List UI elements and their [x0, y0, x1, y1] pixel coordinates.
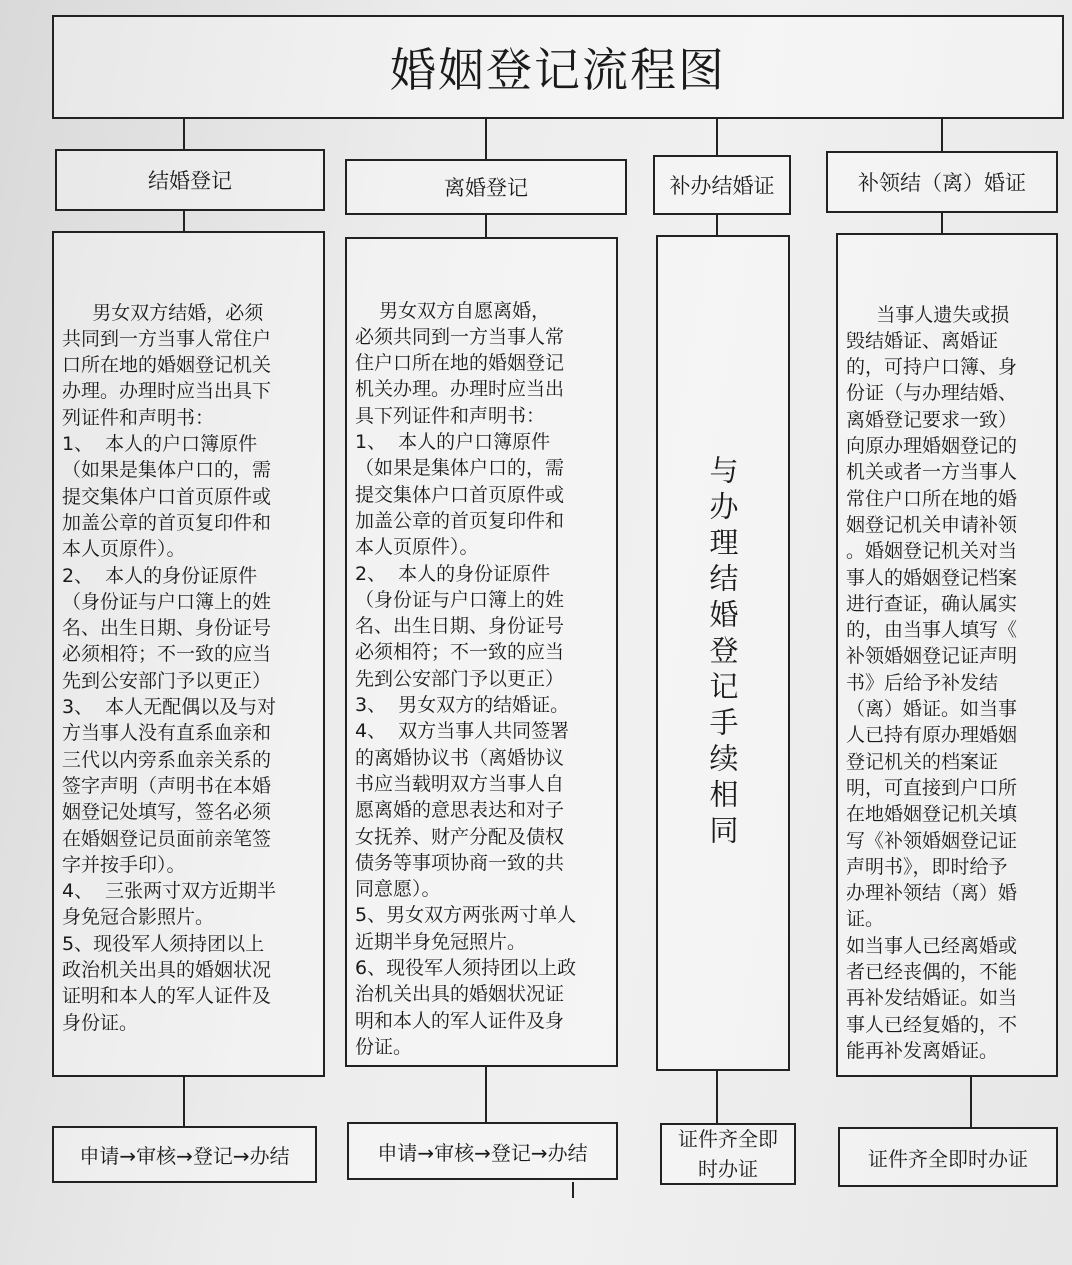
footer-marriage-label: 申请→审核→登记→办结	[79, 1144, 290, 1168]
body-reissue-marriage	[656, 235, 790, 1071]
header-reissue-marriage-label: 补办结婚证	[669, 174, 775, 198]
connector-title-reissue-certificate	[941, 119, 943, 151]
header-divorce-label: 离婚登记	[444, 176, 528, 200]
body-divorce-registration	[345, 237, 618, 1067]
header-marriage-label: 结婚登记	[148, 169, 232, 193]
header-reissue-certificate-label: 补领结（离）婚证	[858, 171, 1026, 195]
footer-reissue-certificate-label: 证件齐全即时办证	[868, 1146, 1028, 1171]
connector-marriage-body-footer	[183, 1077, 185, 1126]
flowchart-title-box	[52, 15, 1064, 119]
body-reissue-certificate	[836, 233, 1058, 1077]
header-reissue-certificate	[826, 151, 1058, 213]
body-marriage-text: 男女双方结婚，必须 共同到一方当事人常住户 口所在地的婚姻登记机关 办理。办理时应当出具下 列证件和声明书： 1、 本人的户口簿原件 （如果是集体户口的，需 提交集体户口首页原件或 加盖公章的首页复印件和 本人页原件）。 2、 本人的身份证原件 （身份证与户口簿上的姓 名、出生日期、身份证号 必须相符；不一致的应当 先到公安部门予以更正） 3、 本人无配偶以及与对 方当事人没有直系血亲和 三代以内旁系血亲关系的 签字声明（声明书在本婚 姻登记处填写，签名必须 在婚姻登记员面前亲笔签 字并按手印）。 4、 三张两寸双方近期半 身免冠合影照片。 5、现役军人须持团以上 政治机关出具的婚姻状况 证明和本人的军人证件及 身份证。	[62, 301, 277, 1034]
connector-title-reissue-marriage	[716, 119, 718, 155]
connector-reissue-marriage-body-footer	[716, 1071, 718, 1123]
footer-reissue-certificate	[838, 1127, 1058, 1187]
connector-reissue-certificate-header-body	[941, 213, 943, 233]
header-divorce-registration	[345, 159, 627, 215]
footer-reissue-marriage-label: 证件齐全即 时办证	[678, 1127, 778, 1181]
footer-divorce-process	[347, 1122, 618, 1180]
connector-title-divorce	[485, 119, 487, 159]
body-reissue-marriage-text: 与办理结婚登记手续相同	[705, 455, 740, 851]
body-divorce-text: 男女双方自愿离婚， 必须共同到一方当事人常 住户口所在地的婚姻登记 机关办理。办理时应当出 具下列证件和声明书： 1、 本人的户口簿原件 （如果是集体户口的，需 提交集体户口首页原件或 加盖公章的首页复印件和 本人页原件）。 2、 本人的身份证原件 （身份证与户口簿上的姓 名、出生日期、身份证号 必须相符；不一致的应当 先到公安部门予以更正） 3、 男女双方的结婚证。 4、 双方当事人共同签署 的离婚协议书（离婚协议 书应当载明双方当事人自 愿离婚的意思表达和对子 女抚养、财产分配及债权 债务等事项协商一致的共 同意愿）。 5、男女双方两张两寸单人 近期半身免冠照片。 6、现役军人须持团以上政 治机关出具的婚姻状况证 明和本人的军人证件及身 份证。	[355, 299, 577, 1058]
connector-marriage-header-body	[183, 211, 185, 231]
connector-reissue-marriage-header-body	[716, 215, 718, 235]
flowchart-title: 婚姻登记流程图	[390, 43, 726, 97]
pen-mark	[572, 1182, 574, 1198]
footer-divorce-label: 申请→审核→登记→办结	[377, 1140, 588, 1165]
connector-title-marriage	[183, 119, 185, 149]
footer-marriage-process	[52, 1126, 317, 1183]
footer-reissue-marriage	[660, 1123, 796, 1185]
connector-divorce-header-body	[485, 215, 487, 237]
body-reissue-certificate-text: 当事人遗失或损 毁结婚证、离婚证 的，可持户口簿、身 份证（与办理结婚、 离婚登记要求一致） 向原办理婚姻登记的 机关或者一方当事人 常住户口所在地的婚 姻登记机关申请补领 。婚姻登记机关对当 事人的婚姻登记档案 进行查证，确认属实 的，由当事人填写《 补领婚姻登记证声明 书》后给予补发结 （离）婚证。如当事 人已持有原办理婚姻 登记机关的档案证 明，可直接到户口所 在地婚姻登记机关填 写《补领婚姻登记证 声明书》，即时给予 办理补领结（离）婚 证。 如当事人已经离婚或 者已经丧偶的，不能 再补发结婚证。如当 事人已经复婚的，不 能再补发离婚证。	[846, 303, 1018, 1062]
connector-reissue-certificate-body-footer	[970, 1077, 972, 1127]
body-marriage-registration	[52, 231, 325, 1077]
header-marriage-registration	[55, 149, 325, 211]
header-reissue-marriage	[653, 155, 791, 215]
connector-divorce-body-footer	[485, 1067, 487, 1122]
